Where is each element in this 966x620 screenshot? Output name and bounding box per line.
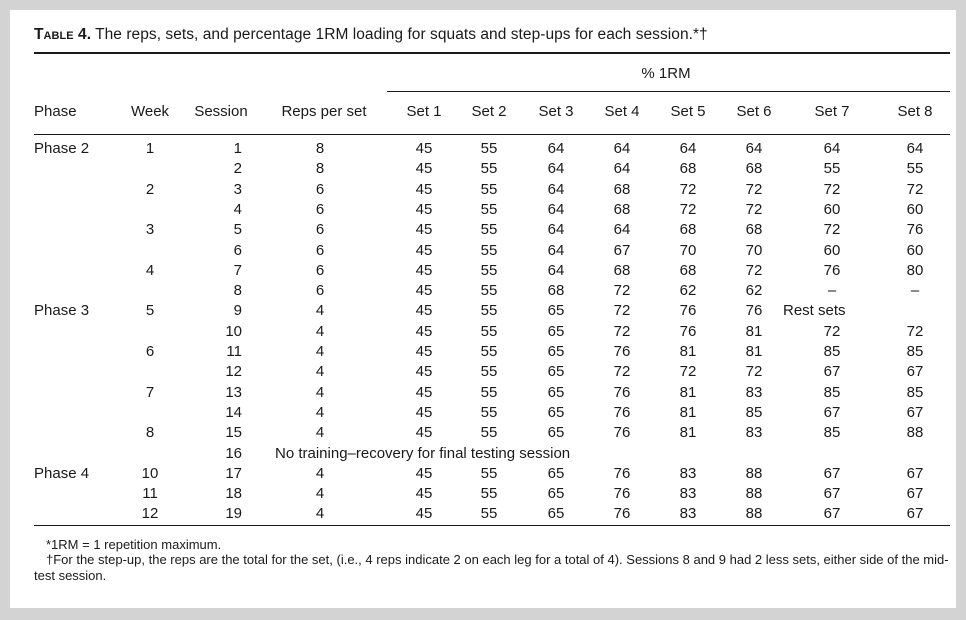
cell-set-2: 55 [480,181,498,198]
cell-set-2: 55 [480,140,498,157]
cell-set-4: 68 [613,181,631,198]
cell-set-2: 55 [480,302,498,319]
cell-set-4: 76 [613,505,631,522]
cell-set-5: 64 [679,140,697,157]
cell-set-8: 80 [906,262,924,279]
cell-set-2: 55 [480,201,498,218]
cell-set-1: 45 [415,363,433,380]
cell-reps: 6 [315,262,325,279]
cell-set-2: 55 [480,404,498,421]
footnote-step-up: †For the step-up, the reps are the total for the set, (i.e., 4 reps indicate 2 on each leg for a total of 4). Sessions 8 and 9 had 2 less sets, either side of the mid-test session. [34,552,949,583]
cell-set-8: 67 [906,505,924,522]
cell-set-8: – [910,282,920,299]
cell-set-4: 64 [613,160,631,177]
cell-set-6: 68 [745,221,763,238]
cell-set-8: 67 [906,485,924,502]
cell-set-3: 64 [547,242,565,259]
cell-set-2: 55 [480,282,498,299]
cell-set-5: 81 [679,384,697,401]
cell-set-8: 60 [906,242,924,259]
cell-reps: 4 [315,505,325,522]
bottom-rule [34,525,950,526]
cell-set-8: 72 [906,323,924,340]
cell-set-8: 67 [906,465,924,482]
cell-set-7: 60 [823,242,841,259]
cell-set-7: 67 [823,404,841,421]
cell-set-2: 55 [480,262,498,279]
cell-set-6: 88 [745,505,763,522]
cell-set-3: 64 [547,181,565,198]
cell-set-2: 55 [480,221,498,238]
cell-set-2: 55 [480,343,498,360]
cell-set-1: 45 [415,404,433,421]
header-rule [34,134,950,135]
cell-week: 8 [145,424,155,441]
header-set-2: Set 2 [471,103,507,120]
cell-set-7: 67 [823,485,841,502]
cell-set-4: 67 [613,242,631,259]
header-set-3: Set 3 [538,103,574,120]
cell-week: 10 [141,465,159,482]
cell-set-4: 64 [613,140,631,157]
cell-set-4: 76 [613,424,631,441]
cell-session: 10 [225,323,242,340]
cell-set-7: 64 [823,140,841,157]
cell-session: 13 [225,384,242,401]
cell-set-1: 45 [415,302,433,319]
cell-set-3: 65 [547,485,565,502]
cell-session: 12 [225,363,242,380]
cell-reps: 4 [315,404,325,421]
cell-set-8: 85 [906,343,924,360]
cell-session: 19 [225,505,242,522]
cell-session: 1 [233,140,242,157]
table-caption: The reps, sets, and percentage 1RM loading for squats and step-ups for each session.*† [91,26,708,43]
cell-set-5: 72 [679,363,697,380]
footnote-1rm: *1RM = 1 repetition maximum. [46,537,222,552]
cell-reps: 6 [315,282,325,299]
cell-set-1: 45 [415,221,433,238]
cell-week: 6 [145,343,155,360]
cell-set-8: 67 [906,404,924,421]
cell-set-6: 72 [745,201,763,218]
cell-set-4: 76 [613,485,631,502]
cell-set-1: 45 [415,465,433,482]
cell-set-7: 72 [823,221,841,238]
table-title [34,26,950,44]
cell-session: 14 [225,404,242,421]
cell-set-6: 76 [745,302,763,319]
cell-session: 15 [225,424,242,441]
cell-set-7: 55 [823,160,841,177]
cell-set-7: 60 [823,201,841,218]
cell-reps: 4 [315,363,325,380]
cell-reps: 8 [315,140,325,157]
cell-set-6: 83 [745,424,763,441]
cell-set-2: 55 [480,363,498,380]
cell-set-8: 76 [906,221,924,238]
header-phase: Phase [34,103,77,120]
cell-set-4: 76 [613,384,631,401]
cell-set-8: 60 [906,201,924,218]
cell-set-5: 81 [679,343,697,360]
cell-set-6: 62 [745,282,763,299]
cell-week: 4 [145,262,155,279]
cell-set-3: 64 [547,262,565,279]
table-label: Table 4. [34,26,92,43]
cell-week: 5 [145,302,155,319]
cell-set-7: 85 [823,424,841,441]
cell-phase: Phase 3 [34,302,90,319]
cell-set-5: 68 [679,221,697,238]
cell-set-4: 76 [613,343,631,360]
cell-set-7: 85 [823,343,841,360]
cell-reps: 4 [315,465,325,482]
cell-session: 18 [225,485,242,502]
cell-set-5: 83 [679,505,697,522]
cell-set-1: 45 [415,505,433,522]
cell-set-3: 65 [547,343,565,360]
cell-set-7: 67 [823,465,841,482]
cell-session: 3 [233,181,242,198]
cell-set-5: 70 [679,242,697,259]
cell-set-7: 67 [823,505,841,522]
cell-span-note: No training–recovery for final testing session [275,445,571,462]
cell-reps: 6 [315,221,325,238]
cell-set-1: 45 [415,384,433,401]
header-set-8: Set 8 [897,103,933,120]
cell-set-1: 45 [415,181,433,198]
cell-set-8: 85 [906,384,924,401]
cell-session: 6 [233,242,242,259]
cell-set-4: 76 [613,404,631,421]
cell-phase: Phase 4 [34,465,90,482]
cell-set-1: 45 [415,262,433,279]
cell-set-1: 45 [415,343,433,360]
cell-set-6: 72 [745,181,763,198]
cell-set-2: 55 [480,160,498,177]
cell-set-1: 45 [415,323,433,340]
header-week: Week [130,103,170,120]
cell-set-2: 55 [480,323,498,340]
cell-session: 17 [225,465,242,482]
cell-reps: 4 [315,424,325,441]
cell-set-3: 65 [547,384,565,401]
cell-week: 2 [145,181,155,198]
cell-reps: 8 [315,160,325,177]
cell-set-5: 76 [679,323,697,340]
cell-set-2: 55 [480,465,498,482]
cell-set-4: 72 [613,282,631,299]
header-set-7: Set 7 [814,103,850,120]
cell-set-7: 76 [823,262,841,279]
cell-set-1: 45 [415,485,433,502]
cell-set-4: 68 [613,262,631,279]
top-rule [34,52,950,54]
cell-set-2: 55 [480,242,498,259]
cell-set-4: 72 [613,323,631,340]
cell-set-2: 55 [480,384,498,401]
cell-set-5: 76 [679,302,697,319]
cell-set-8: 55 [906,160,924,177]
cell-set-5: 62 [679,282,697,299]
cell-session: 16 [225,445,242,462]
header-reps-per-set: Reps per set [281,103,367,120]
cell-set-1: 45 [415,282,433,299]
pct-1rm-group-header: % 1RM [641,65,691,82]
cell-set-6: 81 [745,323,763,340]
cell-set-3: 65 [547,363,565,380]
cell-set-5: 81 [679,424,697,441]
group-header-rule [387,91,950,92]
cell-set-2: 55 [480,505,498,522]
cell-set-4: 76 [613,465,631,482]
cell-week: 11 [142,485,158,502]
cell-session: 7 [233,262,242,279]
cell-set-6: 72 [745,363,763,380]
cell-set-7: – [827,282,837,299]
cell-set-3: 65 [547,404,565,421]
cell-session: 8 [233,282,242,299]
cell-set-1: 45 [415,424,433,441]
cell-set-3: 65 [547,302,565,319]
cell-set-5: 72 [679,181,697,198]
cell-set-3: 65 [547,505,565,522]
cell-set-4: 72 [613,302,631,319]
header-set-1: Set 1 [406,103,442,120]
cell-set-6: 68 [745,160,763,177]
cell-set-6: 70 [745,242,763,259]
cell-set-6: 64 [745,140,763,157]
cell-set-3: 65 [547,424,565,441]
cell-reps: 6 [315,201,325,218]
cell-week: 7 [145,384,155,401]
cell-set-8: 88 [906,424,924,441]
header-set-4: Set 4 [604,103,640,120]
cell-session: 4 [233,201,242,218]
cell-set-8: 64 [906,140,924,157]
cell-set-5: 68 [679,160,697,177]
cell-set-6: 72 [745,262,763,279]
cell-set-2: 55 [480,485,498,502]
cell-set-4: 72 [613,363,631,380]
cell-week: 12 [141,505,159,522]
cell-set-2: 55 [480,424,498,441]
cell-set-7: 72 [823,323,841,340]
cell-week: 1 [145,140,155,157]
cell-set-1: 45 [415,160,433,177]
cell-reps: 6 [315,242,325,259]
header-set-5: Set 5 [670,103,706,120]
cell-set-1: 45 [415,140,433,157]
cell-set-5: 81 [679,404,697,421]
cell-set-4: 68 [613,201,631,218]
cell-set-3: 65 [547,323,565,340]
cell-set-3: 64 [547,201,565,218]
cell-set-5: 83 [679,485,697,502]
cell-set-3: 68 [547,282,565,299]
cell-set-6: 81 [745,343,763,360]
cell-set-1: 45 [415,242,433,259]
cell-session: 2 [233,160,242,177]
cell-set-3: 64 [547,140,565,157]
cell-set-6: 88 [745,485,763,502]
header-set-6: Set 6 [736,103,772,120]
cell-reps: 4 [315,302,325,319]
cell-reps: 4 [315,323,325,340]
cell-set-1: 45 [415,201,433,218]
cell-set-7: 85 [823,384,841,401]
cell-set-8: 67 [906,363,924,380]
table-card [10,10,956,608]
cell-set-8: 72 [906,181,924,198]
cell-reps: 4 [315,485,325,502]
cell-session: 5 [233,221,242,238]
cell-reps: 4 [315,343,325,360]
cell-session: 11 [226,343,242,360]
cell-rest-note: Rest sets [783,302,846,319]
cell-week: 3 [145,221,155,238]
cell-session: 9 [233,302,242,319]
cell-set-5: 83 [679,465,697,482]
cell-set-4: 64 [613,221,631,238]
cell-reps: 4 [315,384,325,401]
cell-reps: 6 [315,181,325,198]
cell-set-6: 88 [745,465,763,482]
cell-set-7: 72 [823,181,841,198]
cell-phase: Phase 2 [34,140,90,157]
cell-set-6: 85 [745,404,763,421]
cell-set-5: 68 [679,262,697,279]
cell-set-3: 64 [547,221,565,238]
cell-set-3: 64 [547,160,565,177]
cell-set-3: 65 [547,465,565,482]
cell-set-5: 72 [679,201,697,218]
header-session: Session [194,103,248,120]
cell-set-6: 83 [745,384,763,401]
cell-set-7: 67 [823,363,841,380]
